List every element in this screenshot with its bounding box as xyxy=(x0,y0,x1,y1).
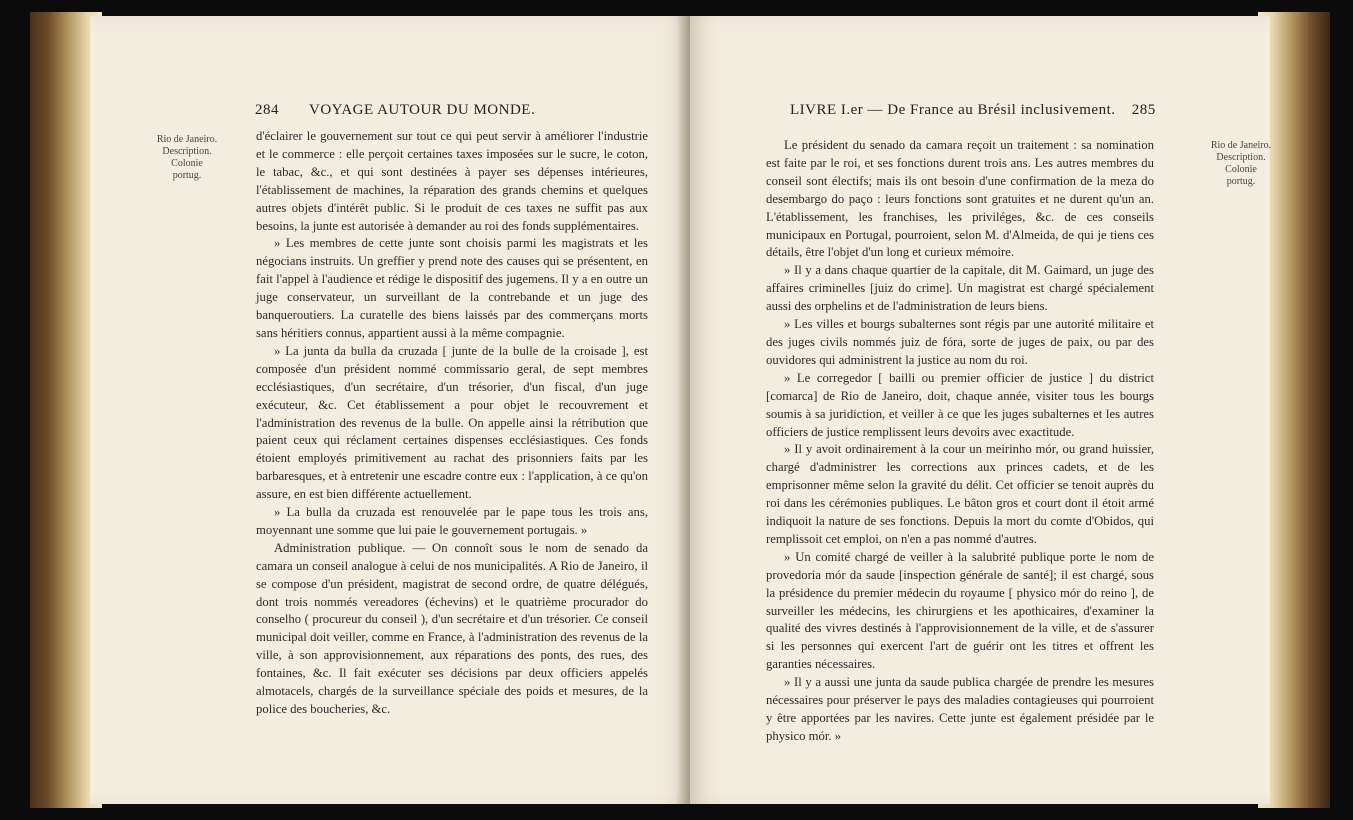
paragraph: Le président du senado da camara reçoit un traitement : sa nomination est faite par le roi, et ses fonctions durent trois ans. Les autres membres du conseil sont électifs; mais ils ont besoin d'une confirmation de la meza do desembargo do paço : leurs fonctions sont gratuites et ne durent qu'un an. L'établissement, les franchises, les priviléges, &c. de ces conseils municipaux en Portugal, pourroient, selon M. d'Almeida, de qui je tiens ces détails, être l'objet d'un long et curieux mémoire. xyxy=(766,138,1154,260)
paragraph: » Il y avoit ordinairement à la cour un meirinho mór, ou grand huissier, chargé d'administrer les corrections aux princes cadets, et de les emprisonner même selon la gravité du délit. Cet officier se tenoit auprès du roi dans les cérémonies publiques. Le bâton gros et court dont il étoit armé indiquoit la nature de ses fonctions. Depuis la mort du comte d'Obidos, qui remplissoit cet emploi, on n'en a pas nommé d'autres. xyxy=(766,442,1154,546)
margin-note: Description. xyxy=(1216,152,1266,163)
open-book xyxy=(30,12,1330,812)
right-page xyxy=(690,16,1270,804)
margin-note: Rio de Janeiro. xyxy=(156,134,218,145)
left-running-head xyxy=(255,102,535,119)
margin-note: Colonie portug. xyxy=(171,158,203,181)
paragraph: » La junta da bulla da cruzada [ junte de la bulle de la croisade ], est composée d'un président nommé commissario geral, de sept membres ecclésiastiques, d'un secrétaire, d'un trésorier, d'un fiscal, d'un juge exécuteur, &c. Cet établissement a pour objet le recouvrement et l'administration des revenus de la bulle. On appelle ainsi la rétribution que paient ceux qui réclament certaines dispenses ecclésiastiques. Ces fonds étoient employés primitivement au rachat des prisonniers faits par les barbaresques, et à entretenir une escadre contre eux : l'application, à ce qu'on assure, en est bien différente actuellement. xyxy=(256,343,648,502)
left-margin-notes xyxy=(156,134,218,182)
right-running-head xyxy=(790,102,1156,119)
paragraph: d'éclairer le gouvernement sur tout ce qui peut servir à améliorer l'industrie et le commerce : elle perçoit certaines taxes imposées sur le sucre, le coton, le tabac, &c., et qui sont destinées à payer ses dépenses intérieures, l'établissement de machines, la réparation des grands chemins et quelques autres objets d'intérêt public. Si le produit de ces taxes ne suffit pas aux besoins, la junte est autorisée à demander au roi des fonds supplémentaires. xyxy=(256,129,648,233)
left-page xyxy=(90,16,690,804)
paragraph: » Les villes et bourgs subalternes sont régis par une autorité militaire et des juges civils nommés juiz de fóra, sorte de juges de paix, ou par des ouvidores qui administrent la justice au nom du roi. xyxy=(766,317,1154,367)
paragraph: » Un comité chargé de veiller à la salubrité publique porte le nom de provedoria mór da saude [inspection générale de santé]; il est chargé, sous la présidence du premier médecin du royaume [ physico mór do reino ], de surveiller les médecins, les chirurgiens et les apothicaires, d'examiner la qualité des vivres destinés à l'approvisionnement de la ville, et de s'assurer si les personnes qui exercent l'art de guérir ont les titres et offrent les garanties nécessaires. xyxy=(766,549,1154,672)
right-margin-notes xyxy=(1210,140,1272,188)
left-body-text xyxy=(256,128,648,719)
paragraph: » Il y a dans chaque quartier de la capitale, dit M. Gaimard, un juge des affaires criminelles [juiz do crime]. Un magistrat est chargé spécialement aussi des orphelins et de l'administration de leurs biens. xyxy=(766,263,1154,314)
margin-note: Description. xyxy=(162,146,212,157)
paragraph: » La bulla da cruzada est renouvelée par le pape tous les trois ans, moyennant une somme que lui paie le gouvernement portugais. » xyxy=(256,505,648,537)
right-title: LIVRE I.er — De France au Brésil inclusivement. xyxy=(790,102,1116,118)
right-page-number: 285 xyxy=(1131,102,1156,118)
right-body-text xyxy=(766,137,1154,746)
margin-note: Rio de Janeiro. xyxy=(1210,140,1272,151)
margin-note: Colonie portug. xyxy=(1225,164,1257,187)
paragraph: Administration publique. — On connoît sous le nom de senado da camara un conseil analogue à celui de nos municipalités. A Rio de Janeiro, il se compose d'un président, magistrat de second ordre, de quatre délégués, dont trois nommés vereadores (échevins) et le quatrième procurador do conselho ( procureur du conseil ), d'un secrétaire et d'un trésorier. Ce conseil municipal doit veiller, comme en France, à l'administration des revenus de la ville, à son approvisionnement, aux réparations des ponts, des rues, des fontaines, &c. Il fait exécuter ses décisions par deux officiers appelés almotacels, chargés de la surveillance spéciale des poids et mesures, de la police des boucheries, &c. xyxy=(256,540,648,716)
paragraph: » Il y a aussi une junta da saude publica chargée de prendre les mesures nécessaires pour préserver le pays des maladies contagieuses qui pourroient y être apportées par les navires. Cette junte est également présidée par le physico mór. » xyxy=(766,675,1154,743)
paragraph: » Le corregedor [ bailli ou premier officier de justice ] du district [comarca] de Rio de Janeiro, doit, chaque année, visiter tous les bourgs soumis à sa juridiction, et veiller à ce que les juges subalternes et les autres officiers de justice remplissent leurs devoirs avec exactitude. xyxy=(766,370,1154,439)
paragraph: » Les membres de cette junte sont choisis parmi les magistrats et les négocians instruits. Un greffier y prend note des causes qui se présentent, en fait l'appel à l'audience et rédige le dispositif des jugemens. Il y a en outre un juge conservateur, un surveillant de la contrebande et un juge des banqueroutiers. La curatelle des biens laissés par des commerçans morts sans héritiers connus, appartient aussi à la même compagnie. xyxy=(256,236,648,340)
left-title: VOYAGE AUTOUR DU MONDE. xyxy=(308,102,536,118)
left-page-number: 284 xyxy=(255,102,279,118)
